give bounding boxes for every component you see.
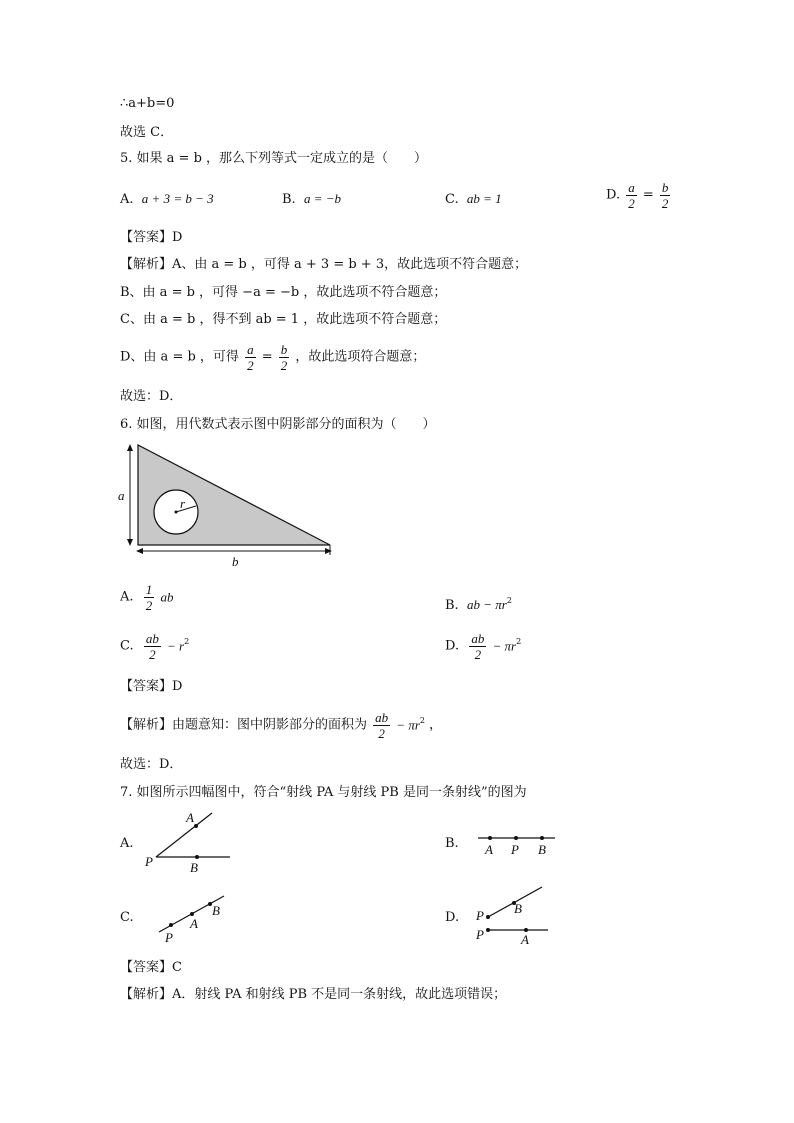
label-p: P — [511, 842, 519, 857]
q5-option-d-label: D. — [606, 187, 621, 203]
q6-analysis-den: 2 — [378, 726, 385, 741]
q6-analysis-end: ， — [429, 717, 443, 733]
label-a: A — [521, 932, 529, 947]
q5-analysis-4-post: ，故此选项符合题意； — [295, 349, 426, 365]
q6-option-c-num: ab — [145, 631, 159, 646]
q5-analysis-4-den-left: 2 — [247, 358, 254, 373]
q7-option-d-label: D. — [445, 910, 460, 925]
q6-option-c — [120, 631, 189, 662]
q6-option-d-num: ab — [471, 631, 485, 646]
q5-option-b-label: B. — [282, 192, 296, 207]
q6-option-a-den: 2 — [145, 598, 153, 613]
q6-option-c-sup: 2 — [184, 637, 190, 646]
q5-option-b — [282, 190, 341, 209]
q6-option-b-label: B. — [445, 598, 459, 613]
q6-analysis-sup: 2 — [419, 716, 425, 725]
label-a: a — [118, 488, 125, 503]
label-p: P — [145, 854, 153, 869]
q6-option-d-tail: − πr — [492, 638, 517, 654]
q5-option-a-label: A. — [120, 192, 134, 207]
point-p-lower — [486, 928, 490, 932]
label-a: A — [190, 916, 198, 931]
q6-option-a-label: A. — [120, 589, 134, 605]
point-p — [169, 923, 173, 927]
circle-center — [175, 511, 178, 514]
q6-option-a-frac — [144, 582, 155, 613]
arrow-b-left-icon — [136, 548, 143, 554]
q5-analysis-4-num-left: a — [247, 342, 254, 357]
ray-pa — [156, 813, 212, 857]
point-a — [194, 824, 198, 828]
q5-option-d-num-right: b — [661, 180, 669, 195]
q5-analysis-4-frac-left — [245, 342, 256, 373]
q6-option-d-sup: 2 — [516, 637, 522, 646]
q6-option-d — [445, 631, 521, 662]
q7-option-a-label: A. — [120, 836, 134, 851]
q7-figure-d — [474, 882, 554, 947]
q6-option-c-tail: − r — [167, 638, 185, 654]
q6-option-b-expr: ab − πr — [466, 597, 507, 612]
arrow-a-top-icon — [127, 444, 133, 451]
q7-figure-b — [475, 828, 560, 858]
q5-option-d-eq: = — [642, 187, 654, 203]
q5-option-d-num-left: a — [628, 180, 635, 195]
q6-option-b — [445, 592, 512, 615]
label-a: A — [485, 842, 493, 857]
q6-analysis-pre: 【解析】由题意知：图中阴影部分的面积为 — [120, 717, 368, 733]
label-b: B — [190, 860, 198, 875]
point-b — [195, 855, 199, 859]
q5-option-c — [445, 190, 502, 209]
q5-option-a — [120, 190, 214, 209]
q7-figure-c — [150, 890, 235, 945]
point-a — [488, 836, 492, 840]
q6-analysis-num: ab — [375, 710, 389, 725]
point-p — [514, 836, 518, 840]
label-r: r — [180, 496, 186, 511]
label-b: b — [232, 554, 239, 569]
q7-analysis-1: 【解析】A．射线 PA 和射线 PB 不是同一条射线，故此选项错误； — [120, 987, 507, 1002]
q5-option-d-den-right: 2 — [661, 196, 669, 211]
q6-option-d-label: D. — [445, 638, 460, 654]
q5-option-c-label: C. — [445, 192, 459, 207]
q5-analysis-1: 【解析】A、由 a = b ，可得 a + 3 = b + 3，故此选项不符合题意； — [120, 257, 528, 272]
q7-stem: 7. 如图所示四幅图中，符合“射线 PA 与射线 PB 是同一条射线”的图为 — [120, 785, 527, 800]
label-p: P — [165, 930, 173, 945]
q6-option-c-label: C. — [120, 638, 134, 654]
therefore-line: ∴a+b=0 — [120, 96, 175, 111]
q7-figure-a — [140, 808, 240, 876]
point-p-upper — [486, 915, 490, 919]
label-a: A — [186, 810, 194, 825]
q6-option-a — [120, 582, 173, 613]
q5-analysis-4-frac-right — [279, 342, 290, 373]
q5-option-d-frac-left — [626, 180, 637, 211]
q6-option-a-num: 1 — [145, 582, 153, 597]
q6-option-a-tail: ab — [160, 589, 174, 605]
label-p-upper: P — [476, 908, 484, 923]
label-p-lower: P — [476, 927, 484, 942]
q5-analysis-4-pre: D、由 a = b ，可得 — [120, 349, 239, 365]
q5-analysis-4-den-right: 2 — [280, 358, 288, 373]
q5-option-d — [606, 180, 672, 211]
q5-stem: 5. 如果 a = b ，那么下列等式一定成立的是（ ） — [120, 151, 428, 166]
q6-stem: 6. 如图，用代数式表示图中阴影部分的面积为（ ） — [120, 417, 436, 432]
q5-analysis-3: C、由 a = b ，得不到 ab = 1 ，故此选项不符合题意； — [120, 312, 447, 327]
q5-analysis-4-num-right: b — [280, 342, 288, 357]
q7-answer: 【答案】C — [120, 960, 182, 975]
q5-option-c-expr: ab = 1 — [466, 191, 502, 206]
choose-c-line: 故选 C． — [120, 125, 174, 140]
label-b: B — [514, 901, 522, 916]
q5-option-d-frac-right — [660, 180, 671, 211]
q6-option-d-den: 2 — [474, 647, 482, 662]
arrow-a-bottom-icon — [127, 539, 133, 546]
arrow-b-right-icon — [325, 548, 332, 554]
q6-analysis-tail: − πr — [396, 717, 420, 733]
q7-option-c-label: C. — [120, 910, 134, 925]
q5-analysis-4 — [120, 342, 425, 373]
q5-conclusion: 故选：D． — [120, 389, 183, 404]
q5-option-d-den-left: 2 — [628, 196, 635, 211]
q5-option-b-expr: a = −b — [303, 191, 341, 206]
q6-figure — [110, 438, 340, 573]
label-b: B — [538, 842, 546, 857]
q6-option-d-frac — [469, 631, 486, 662]
q7-option-b-label: B. — [445, 836, 459, 851]
q6-option-c-den: 2 — [149, 647, 156, 662]
q5-analysis-4-eq: = — [261, 349, 273, 365]
q6-option-c-frac — [144, 631, 161, 662]
q5-analysis-2: B、由 a = b ，可得 −a = −b ，故此选项不符合题意； — [120, 285, 447, 300]
q5-answer: 【答案】D — [120, 230, 183, 245]
label-b: B — [212, 903, 220, 918]
q5-option-a-expr: a + 3 = b − 3 — [141, 191, 214, 206]
q6-answer: 【答案】D — [120, 679, 183, 694]
point-b — [540, 836, 544, 840]
q6-conclusion: 故选：D． — [120, 757, 183, 772]
q6-analysis-frac — [373, 710, 390, 741]
q6-analysis — [120, 710, 442, 741]
q6-option-b-sup: 2 — [506, 596, 512, 605]
